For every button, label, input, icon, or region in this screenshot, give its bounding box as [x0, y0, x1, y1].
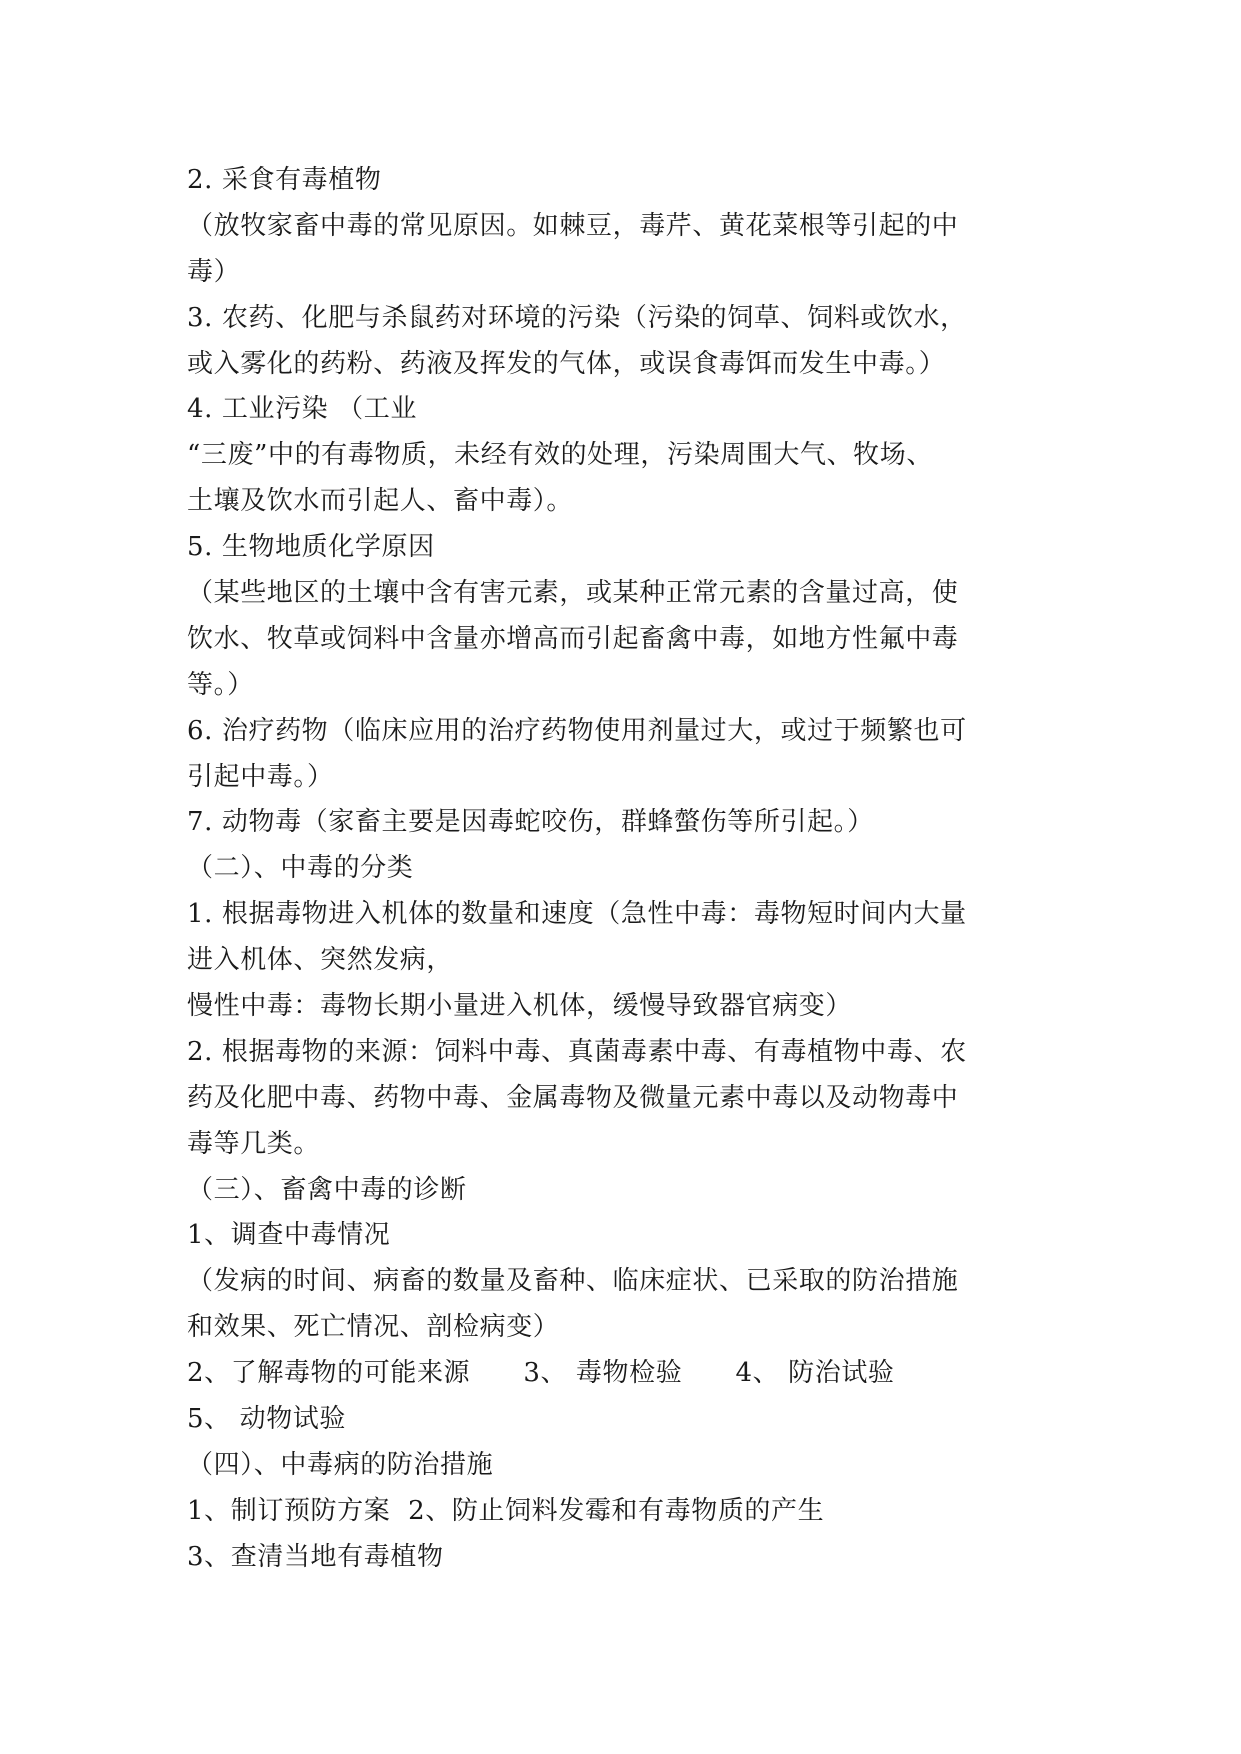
- text-line: 进入机体、突然发病，: [187, 945, 454, 976]
- text-line: 2. 采食有毒植物: [187, 165, 382, 195]
- text-line: 药及化肥中毒、药物中毒、金属毒物及微量元素中毒以及动物毒中: [187, 1082, 959, 1113]
- text-line: 4. 工业污染 （工业: [187, 394, 417, 425]
- text-line: 1、制订预防方案 2、防止饲料发霉和有毒物质的产生: [187, 1495, 825, 1526]
- text-line: （三）、畜禽中毒的诊断: [187, 1174, 467, 1205]
- text-line: 5. 生物地质化学原因: [187, 532, 435, 563]
- text-line: 毒）: [187, 256, 241, 287]
- text-line: （四）、中毒病的防治措施: [187, 1449, 494, 1480]
- text-line: 5、 动物试验: [187, 1404, 347, 1435]
- text-line: （发病的时间、病畜的数量及畜种、临床症状、已采取的防治措施: [187, 1266, 959, 1297]
- text-line: “三废”中的有毒物质，未经有效的处理，污染周围大气、牧场、: [187, 440, 933, 471]
- text-line: 或入雾化的药粉、药液及挥发的气体，或误食毒饵而发生中毒。）: [187, 348, 946, 379]
- text-line: 3、查清当地有毒植物: [187, 1541, 444, 1572]
- text-line: 2、了解毒物的可能来源 3、 毒物检验 4、 防治试验: [187, 1358, 895, 1389]
- text-line: 慢性中毒：毒物长期小量进入机体，缓慢导致器官病变）: [187, 991, 853, 1022]
- text-line: 7. 动物毒（家畜主要是因毒蛇咬伤，群蜂螫伤等所引起。）: [187, 807, 874, 838]
- text-line: 3. 农药、化肥与杀鼠药对环境的污染（污染的饲草、饲料或饮水，: [187, 302, 967, 333]
- text-line: （二）、中毒的分类: [187, 853, 414, 884]
- text-line: 饮水、牧草或饲料中含量亦增高而引起畜禽中毒，如地方性氟中毒: [187, 623, 959, 654]
- text-line: （放牧家畜中毒的常见原因。如棘豆，毒芹、黄花菜根等引起的中: [187, 210, 959, 241]
- text-line: 6. 治疗药物（临床应用的治疗药物使用剂量过大，或过于频繁也可: [187, 715, 967, 746]
- text-line: （某些地区的土壤中含有害元素，或某种正常元素的含量过高，使: [187, 578, 959, 609]
- text-line: 毒等几类。: [187, 1128, 321, 1159]
- text-line: 1、调查中毒情况: [187, 1220, 391, 1251]
- text-line: 和效果、死亡情况、剖检病变）: [187, 1312, 560, 1343]
- text-line: 2. 根据毒物的来源：饲料中毒、真菌毒素中毒、有毒植物中毒、农: [187, 1036, 967, 1067]
- text-line: 引起中毒。）: [187, 761, 334, 792]
- text-line: 1. 根据毒物进入机体的数量和速度（急性中毒：毒物短时间内大量: [187, 899, 967, 930]
- text-line: 土壤及饮水而引起人、畜中毒）。: [187, 486, 574, 517]
- text-line: 等。）: [187, 669, 254, 700]
- document-body: [187, 158, 1067, 1581]
